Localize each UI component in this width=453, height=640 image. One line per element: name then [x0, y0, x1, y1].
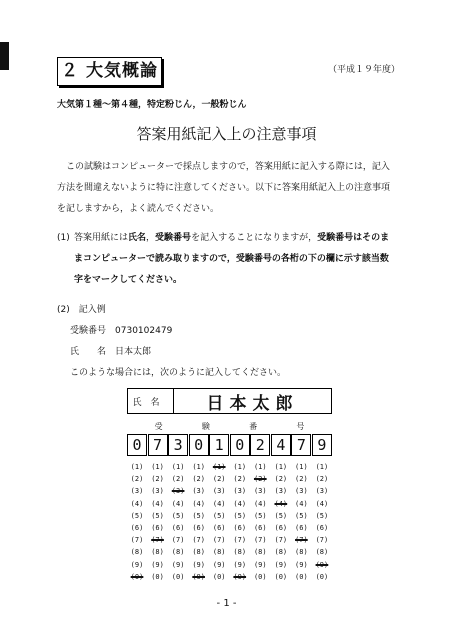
mark-bubble[interactable]: (7) — [171, 536, 185, 545]
mark-bubble[interactable]: (3) — [315, 487, 329, 496]
example-name-label: 氏 名 — [70, 347, 107, 357]
mark-bubble-filled[interactable]: (0) — [192, 572, 205, 581]
mark-bubble[interactable]: (2) — [130, 475, 144, 484]
digit-box[interactable]: 9 — [312, 434, 332, 456]
example-closing: このような場合には，次のように記入してください。 — [70, 368, 287, 378]
mark-bubble[interactable]: (2) — [212, 475, 226, 484]
sheet-name-row — [127, 388, 332, 414]
section-1-lead: 答案用紙には — [74, 233, 129, 243]
mark-column — [271, 461, 291, 583]
mark-bubble[interactable]: (7) — [253, 536, 267, 545]
mark-bubble[interactable]: (9) — [253, 560, 267, 569]
sheet-digit-row — [127, 434, 332, 456]
exam-header-char: 受 — [154, 422, 163, 431]
example-exam-value: 0730102479 — [115, 326, 173, 336]
mark-bubble[interactable]: (4) — [212, 499, 226, 508]
mark-column — [168, 461, 188, 583]
mark-bubble[interactable]: (3) — [130, 487, 144, 496]
exam-header-char: 番 — [249, 422, 258, 431]
sheet-mark-grid — [127, 461, 332, 583]
mark-bubble[interactable]: (9) — [295, 560, 308, 569]
mark-bubble[interactable]: (8) — [212, 548, 226, 557]
mark-bubble[interactable]: (3) — [274, 487, 288, 496]
mark-bubble[interactable]: (1) — [171, 463, 185, 471]
digit-box[interactable]: 2 — [250, 434, 270, 456]
sheet-exam-header — [127, 421, 332, 433]
mark-bubble[interactable]: (4) — [192, 499, 205, 508]
section-1-number: (1) — [57, 233, 70, 243]
mark-bubble[interactable]: (8) — [192, 548, 205, 557]
mark-bubble[interactable]: (8) — [295, 548, 308, 557]
mark-bubble[interactable]: (1) — [295, 463, 308, 471]
mark-column — [189, 461, 209, 583]
mark-bubble[interactable]: (4) — [253, 499, 267, 508]
mark-bubble[interactable]: (8) — [315, 548, 329, 557]
mark-bubble-filled[interactable]: (0) — [233, 572, 247, 581]
mark-bubble[interactable]: (1) — [192, 463, 205, 471]
mark-bubble-filled[interactable]: (7) — [151, 536, 164, 545]
mark-bubble[interactable]: (7) — [315, 536, 329, 545]
mark-bubble[interactable]: (5) — [192, 511, 205, 520]
answer-sheet-sample — [127, 388, 332, 583]
mark-bubble[interactable]: (1) — [253, 463, 267, 471]
mark-bubble[interactable]: (0) — [212, 572, 226, 581]
mark-bubble[interactable]: (2) — [315, 475, 329, 484]
mark-bubble[interactable]: (6) — [295, 523, 308, 532]
mark-bubble[interactable]: (3) — [212, 487, 226, 496]
mark-bubble[interactable]: (5) — [151, 511, 164, 520]
mark-bubble[interactable]: (0) — [274, 572, 288, 581]
mark-bubble[interactable]: (9) — [274, 560, 288, 569]
intro-paragraph: この試験はコンピューターで採点しますので，答案用紙に記入する際には，記入方法を間違えないように特に注意してください。以下に答案用紙記入上の注意事項を記しますから，よく読んでください。 — [57, 162, 391, 214]
mark-bubble[interactable]: (8) — [130, 548, 144, 557]
mark-bubble[interactable]: (5) — [233, 511, 247, 520]
mark-bubble[interactable]: (8) — [171, 548, 185, 557]
exam-year: （平成１９年度） — [327, 65, 400, 75]
section-1-name-term: 氏名 — [128, 233, 147, 243]
mark-bubble[interactable]: (9) — [212, 560, 226, 569]
mark-bubble[interactable]: (5) — [130, 511, 144, 520]
mark-bubble[interactable]: (3) — [295, 487, 308, 496]
section-1-sep: ， — [146, 233, 156, 243]
exam-header-char: 号 — [296, 422, 305, 431]
mark-column — [148, 461, 168, 583]
mark-bubble[interactable]: (6) — [151, 523, 164, 532]
mark-bubble[interactable]: (2) — [274, 475, 288, 484]
digit-box[interactable]: 7 — [148, 434, 168, 456]
mark-bubble[interactable]: (2) — [151, 475, 164, 484]
mark-bubble[interactable]: (6) — [253, 523, 267, 532]
mark-bubble-filled[interactable]: (7) — [295, 536, 308, 545]
mark-bubble[interactable]: (4) — [233, 499, 247, 508]
mark-bubble[interactable]: (1) — [274, 463, 288, 471]
mark-bubble[interactable]: (4) — [151, 499, 164, 508]
digit-box[interactable]: 0 — [189, 434, 209, 456]
mark-bubble[interactable]: (1) — [233, 463, 247, 471]
page-number: - 1 - — [216, 598, 237, 609]
document-title: 答案用紙記入上の注意事項 — [136, 125, 317, 143]
mark-bubble[interactable]: (3) — [253, 487, 267, 496]
example-exam-number-line — [57, 321, 397, 342]
mark-bubble[interactable]: (6) — [171, 523, 185, 532]
mark-bubble[interactable]: (3) — [233, 487, 247, 496]
mark-bubble[interactable]: (6) — [212, 523, 226, 532]
mark-bubble[interactable]: (1) — [315, 463, 329, 471]
mark-bubble[interactable]: (5) — [274, 511, 288, 520]
mark-bubble[interactable]: (6) — [315, 523, 329, 532]
mark-bubble-filled[interactable]: (4) — [274, 499, 288, 508]
section-1-mid: を記入することになりますが， — [191, 233, 318, 243]
mark-bubble[interactable]: (9) — [233, 560, 247, 569]
mark-bubble[interactable]: (2) — [233, 475, 247, 484]
mark-bubble[interactable]: (6) — [274, 523, 288, 532]
section-1-number-term: 受験番号 — [155, 233, 192, 243]
mark-bubble[interactable]: (1) — [130, 463, 144, 471]
mark-bubble[interactable]: (8) — [233, 548, 247, 557]
subject-title: ２ 大気概論 — [57, 57, 162, 86]
mark-bubble[interactable]: (7) — [233, 536, 247, 545]
mark-bubble[interactable]: (4) — [295, 499, 308, 508]
mark-bubble[interactable]: (0) — [171, 572, 185, 581]
mark-bubble[interactable]: (2) — [192, 475, 205, 484]
exam-scope: 大気第１種〜第４種，特定粉じん，一般粉じん — [57, 100, 247, 110]
section-1-bold-rest: 受験番号はそのままコンピューターで読み取りますので，受験番号の各桁の下の欄に示す該当数字をマークしてください。 — [74, 233, 390, 285]
example-name-line — [57, 342, 397, 363]
mark-bubble-filled[interactable]: (0) — [130, 572, 144, 581]
mark-bubble[interactable]: (9) — [171, 560, 185, 569]
section-2 — [57, 300, 397, 384]
mark-bubble[interactable]: (9) — [151, 560, 164, 569]
mark-bubble[interactable]: (0) — [151, 572, 164, 581]
mark-bubble[interactable]: (7) — [274, 536, 288, 545]
mark-column — [230, 461, 250, 583]
mark-column — [312, 461, 332, 583]
section-2-heading: (2) 記入例 — [57, 305, 106, 315]
mark-bubble[interactable]: (7) — [192, 536, 205, 545]
digit-box[interactable]: 4 — [271, 434, 291, 456]
mark-bubble[interactable]: (5) — [295, 511, 308, 520]
mark-column — [127, 461, 147, 583]
sheet-name-label: 氏名 — [128, 389, 174, 413]
digit-box[interactable]: 3 — [168, 434, 188, 456]
mark-column — [209, 461, 229, 583]
mark-bubble[interactable]: (2) — [295, 475, 308, 484]
mark-bubble[interactable]: (5) — [315, 511, 329, 520]
sheet-name-value: 日本太郎 — [206, 393, 299, 414]
digit-box[interactable]: 1 — [209, 434, 229, 456]
mark-bubble[interactable]: (5) — [253, 511, 267, 520]
section-edge-tab — [0, 42, 9, 70]
mark-bubble[interactable]: (0) — [315, 572, 329, 581]
mark-bubble-filled[interactable]: (3) — [171, 487, 185, 496]
mark-bubble[interactable]: (8) — [151, 548, 164, 557]
mark-bubble[interactable]: (8) — [253, 548, 267, 557]
digit-box[interactable]: 0 — [230, 434, 250, 456]
mark-bubble[interactable]: (8) — [274, 548, 288, 557]
mark-column — [250, 461, 270, 583]
mark-bubble[interactable]: (3) — [151, 487, 164, 496]
section-1-body — [74, 228, 397, 291]
mark-bubble[interactable]: (1) — [151, 463, 164, 471]
mark-bubble[interactable]: (4) — [315, 499, 329, 508]
mark-bubble[interactable]: (6) — [130, 523, 144, 532]
mark-bubble[interactable]: (0) — [295, 572, 308, 581]
mark-column — [291, 461, 311, 583]
mark-bubble[interactable]: (7) — [130, 536, 144, 545]
exam-header-char: 験 — [201, 422, 210, 431]
mark-bubble[interactable]: (6) — [192, 523, 205, 532]
example-name-value: 日本太郎 — [115, 347, 152, 357]
mark-bubble-filled[interactable]: (2) — [253, 475, 267, 484]
section-1 — [57, 228, 397, 291]
mark-bubble[interactable]: (2) — [171, 475, 185, 484]
mark-bubble[interactable]: (4) — [130, 499, 144, 508]
digit-box[interactable]: 7 — [291, 434, 311, 456]
digit-box[interactable]: 0 — [127, 434, 147, 456]
mark-bubble[interactable]: (7) — [212, 536, 226, 545]
example-exam-label: 受験番号 — [70, 326, 107, 336]
mark-bubble[interactable]: (5) — [171, 511, 185, 520]
mark-bubble[interactable]: (6) — [233, 523, 247, 532]
mark-bubble[interactable]: (9) — [130, 560, 144, 569]
mark-bubble-filled[interactable]: (1) — [212, 463, 226, 471]
mark-bubble[interactable]: (9) — [192, 560, 205, 569]
mark-bubble[interactable]: (4) — [171, 499, 185, 508]
mark-bubble[interactable]: (0) — [253, 572, 267, 581]
mark-bubble[interactable]: (3) — [192, 487, 205, 496]
mark-bubble-filled[interactable]: (9) — [315, 560, 329, 569]
mark-bubble[interactable]: (5) — [212, 511, 226, 520]
